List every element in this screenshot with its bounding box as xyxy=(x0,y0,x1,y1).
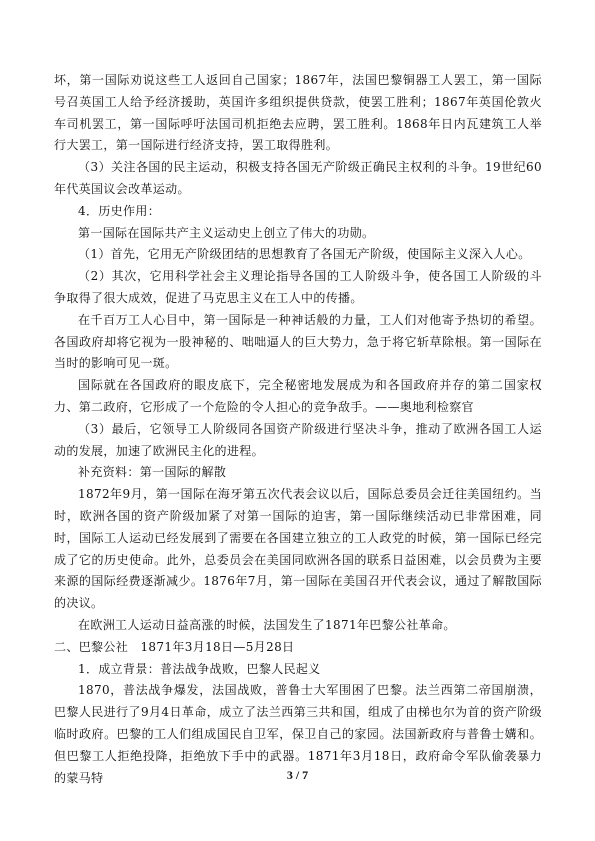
paragraph-point-3: （3）最后，它领导工人阶级同各国资产阶级进行坚决斗争，推动了欧洲各国工人运动的发展，加速了欧洲民主化的进程。 xyxy=(54,421,542,458)
section-heading-paris-commune: 二、巴黎公社 1871年3月18日—5月28日 xyxy=(54,639,295,654)
paragraph-quote: 国际就在各国政府的眼皮底下，完全秘密地发展成为和各国政府并存的第二国家权力、第二政府，它形成了一个危险的令人担心的竞争敌手。——奥地利检察官 xyxy=(54,378,542,414)
page-number: 3 / 7 xyxy=(286,768,309,782)
paragraph-point-1: （1）首先，它用无产阶级团结的思想教育了各国无产阶级，使国际主义深入人心。 xyxy=(78,247,531,262)
paragraph-point-2: （2）其次，它用科学社会主义理论指导各国的工人阶级斗争，使各国工人阶级的斗争取得了很大成效，促进了马克思主义在工人中的传播。 xyxy=(54,269,542,305)
paragraph-background: 1870，普法战争爆发，法国战败，普鲁士大军围困了巴黎。法兰西第二帝国崩溃，巴黎人民进行了9月4日革命，成立了法兰西第三共和国，组成了由梯也尔为首的资产阶级临时政府。巴黎的工人们组成国民自卫军，保卫自己的家园。法国新政府与普鲁士媾和。但巴黎工人拒绝投降，拒绝放下手中的武器。1871年3月18日，政府命令军队偷袭暴力的蒙马特 xyxy=(54,683,542,785)
heading-historical-role: 4．历史作用： xyxy=(78,203,161,218)
paragraph-influence: 在千百万工人心目中，第一国际是一种神话般的力量，工人们对他寄予热切的希望。各国政府却将它视为一股神秘的、咄咄逼人的巨大势力，急于将它斩草除根。第一国际在当时的影响可见一斑。 xyxy=(54,312,542,371)
paragraph-transition: 在欧洲工人运动日益高涨的时候，法国发生了1871年巴黎公社革命。 xyxy=(78,617,456,632)
paragraph-dissolution: 1872年9月，第一国际在海牙第五次代表会议以后，国际总委员会迁往美国纽约。当时，欧洲各国的资产阶级加紧了对第一国际的迫害，第一国际继续活动已非常困难，同时，国际工人运动已经发展到了需要在各国建立独立的工人政党的时候，第一国际已经完成了它的历史使命。此外，总委员会在美国同欧洲各国的联系日益困难，以会员费为主要来源的国际经费逐渐减少。1876年7月，第一国际在美国召开代表会议，通过了解散国际的决议。 xyxy=(54,487,542,611)
document-body xyxy=(54,70,542,789)
paragraph-great-merit: 第一国际在国际共产主义运动史上创立了伟大的功勋。 xyxy=(78,225,375,240)
heading-background: 1．成立背景：普法战争战败，巴黎人民起义 xyxy=(78,661,321,676)
paragraph-democratic-movement: （3）关注各国的民主运动，积极支持各国无产阶级正确民主权利的斗争。19世纪60年代英国议会改革运动。 xyxy=(54,160,542,196)
paragraph-strike-support: 坏，第一国际劝说这些工人返回自己国家；1867年，法国巴黎铜器工人罢工，第一国际号召英国工人给予经济援助，英国许多组织提供贷款，使罢工胜利；1867年英国伦敦火车司机罢工，第一国际呼吁法国司机拒绝去应聘，罢工胜利。1868年日内瓦建筑工人举行大罢工，第一国际进行经济支持，罢工取得胜利。 xyxy=(54,73,542,153)
heading-supplement: 补充资料：第一国际的解散 xyxy=(78,465,227,480)
